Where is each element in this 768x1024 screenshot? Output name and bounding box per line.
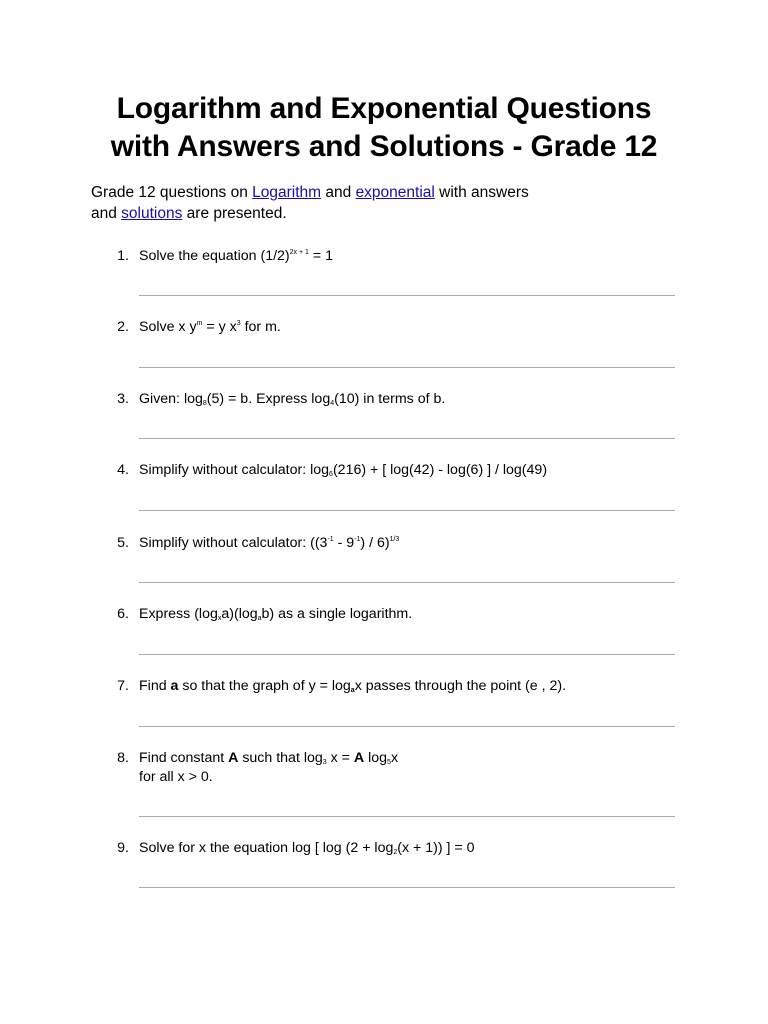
text-run: Solve for x the equation log [ log (2 + log — [139, 840, 394, 856]
subscript: 6 — [329, 471, 333, 478]
question-text — [139, 749, 699, 787]
text-run: ) / 6) — [360, 535, 390, 551]
question-number: 3. — [117, 391, 129, 407]
text-run: so that the graph of y = log — [178, 678, 351, 694]
text-run: Find constant — [139, 750, 229, 766]
text-run: - 9 — [333, 535, 355, 551]
page-title — [0, 90, 768, 166]
text-run: for all x > 0. — [139, 769, 213, 785]
question-text — [139, 390, 699, 409]
question-text — [139, 461, 699, 480]
subscript: a — [257, 615, 262, 622]
question-number: 8. — [117, 750, 129, 766]
text-run: Simplify without calculator: log — [139, 462, 330, 478]
question-number: 2. — [117, 319, 129, 335]
text-run: such that log — [238, 750, 323, 766]
question-number: 5. — [117, 535, 129, 551]
answer-line — [139, 510, 675, 511]
intro-text: and — [321, 184, 356, 201]
exponent: 3 — [236, 320, 241, 327]
text-run: x passes through the point (e , 2). — [354, 678, 567, 694]
text-run: = y x — [202, 319, 237, 335]
solutions-link[interactable]: solutions — [121, 205, 183, 222]
question-number: 7. — [117, 678, 129, 694]
text-run: Find — [139, 678, 171, 694]
question-text — [139, 247, 699, 266]
text-run: Given: log — [139, 391, 203, 407]
text-run: (10) in terms of b. — [334, 391, 446, 407]
text-run: Solve x y — [139, 319, 197, 335]
text-run: = 1 — [308, 248, 333, 264]
question-text — [139, 677, 699, 696]
exponent: -1 — [354, 536, 361, 543]
title-line-2: with Answers and Solutions - Grade 12 — [110, 130, 658, 163]
subscript: 2 — [393, 849, 398, 856]
exponent: 2x + 1 — [289, 249, 309, 256]
text-run: a)(log — [221, 606, 258, 622]
intro-text: are presented. — [182, 205, 287, 222]
subscript: 5 — [387, 759, 391, 766]
intro-text: with answers — [434, 184, 529, 201]
title-line-1: Logarithm and Exponential Questions — [116, 92, 652, 125]
bold-variable: a — [170, 678, 179, 694]
question-number: 9. — [117, 840, 129, 856]
bold-variable: A — [228, 750, 239, 766]
question-number: 6. — [117, 606, 129, 622]
text-run: (216) + [ log(42) - log(6) ] / log(49) — [332, 462, 548, 478]
subscript: 8 — [202, 400, 207, 407]
text-run: (5) = b. Express log — [206, 391, 331, 407]
answer-line — [139, 887, 675, 888]
subscript: 3 — [322, 759, 327, 766]
text-run: x = — [326, 750, 354, 766]
question-number: 4. — [117, 462, 129, 478]
subscript: a — [350, 687, 355, 694]
text-run: Solve the equation (1/2) — [139, 248, 290, 264]
answer-line — [139, 654, 675, 655]
answer-line — [139, 367, 675, 368]
question-text — [139, 318, 699, 337]
exponent: -1 — [327, 536, 334, 543]
question-text — [139, 839, 699, 858]
answer-line — [139, 726, 675, 727]
text-run: x — [390, 750, 399, 766]
subscript: 4 — [330, 400, 335, 407]
logarithm-link[interactable]: Logarithm — [252, 184, 322, 201]
intro-paragraph — [91, 182, 591, 224]
exponent: m — [196, 320, 203, 327]
bold-variable: A — [353, 750, 365, 766]
answer-line — [139, 582, 675, 583]
question-text — [139, 605, 699, 624]
text-run: Simplify without calculator: ((3 — [139, 535, 328, 551]
intro-text: Grade 12 questions on — [91, 184, 253, 201]
intro-text: and — [91, 205, 122, 222]
answer-line — [139, 438, 675, 439]
text-run: (x + 1)) ] = 0 — [397, 840, 475, 856]
text-run: b) as a single logarithm. — [261, 606, 413, 622]
subscript: x — [217, 615, 222, 622]
question-number: 1. — [117, 248, 129, 264]
answer-line — [139, 295, 675, 296]
answer-line — [139, 816, 675, 817]
text-run: Express (log — [139, 606, 218, 622]
exponential-link[interactable]: exponential — [355, 184, 435, 201]
question-text — [139, 534, 699, 553]
text-run: log — [364, 750, 388, 766]
text-run: for m. — [240, 319, 281, 335]
exponent: 1/3 — [389, 536, 400, 543]
